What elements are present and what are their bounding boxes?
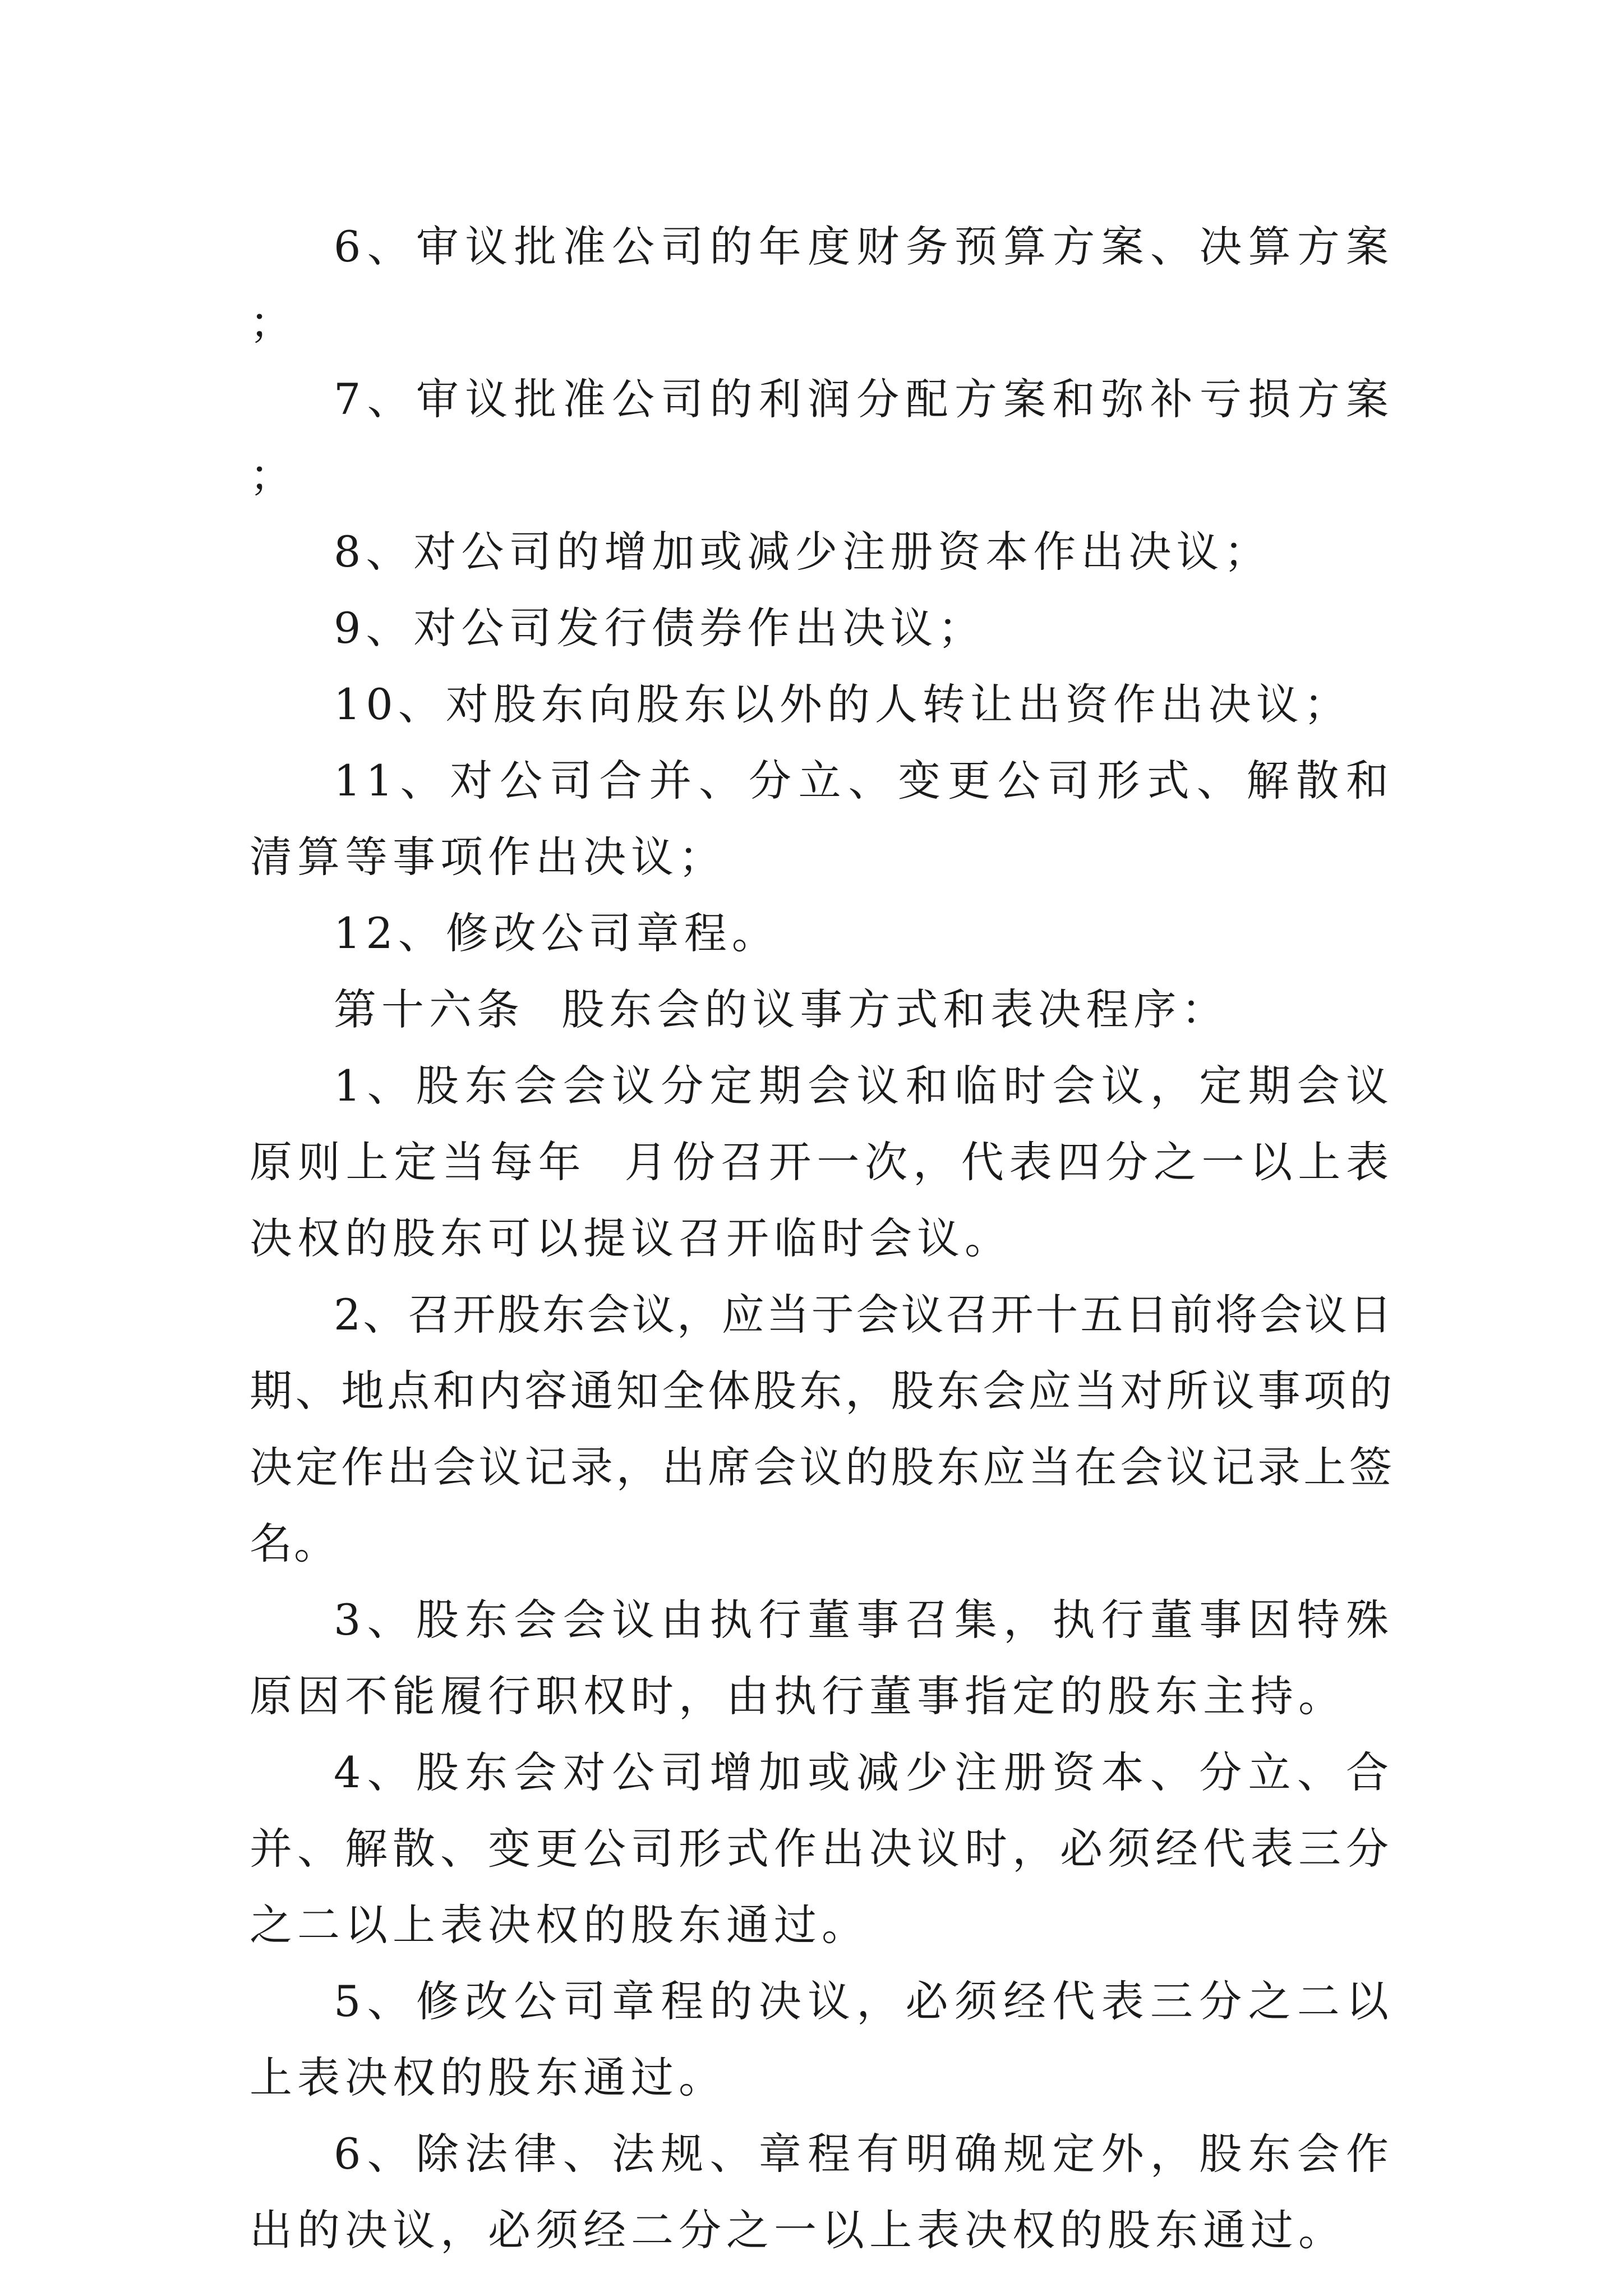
procedure-item-4-special-resolution: 4、股东会对公司增加或减少注册资本、分立、合并、解散、变更公司形式作出决议时，必须经代表三分之二以上表决权的股东通过。 (250, 1747, 1394, 1950)
clause-item-11-merger: 11、对公司合并、分立、变更公司形式、解散和清算等事项作出决议； (250, 756, 1394, 882)
procedure-item-3-convening: 3、股东会会议由执行董事召集，执行董事因特殊原因不能履行职权时，由执行董事指定的股东主持。 (250, 1595, 1394, 1721)
clause-item-8-capital: 8、对公司的增加或减少注册资本作出决议； (334, 527, 1272, 577)
article-16-heading: 第十六条 股东会的议事方式和表决程序： (334, 984, 1229, 1034)
procedure-item-2-notice: 2、召开股东会议，应当于会议召开十五日前将会议日期、地点和内容通知全体股东，股东会应当对所议事项的决定作出会议记录，出席会议的股东应当在会议记录上签名。 (250, 1290, 1394, 1568)
clause-item-10-transfer: 10、对股东向股东以外的人转让出资作出决议； (334, 679, 1352, 729)
clause-item-9-bonds: 9、对公司发行债券作出决议； (334, 603, 986, 653)
clause-item-6-budget: 6、审议批准公司的年度财务预算方案、决算方案； (250, 222, 1394, 348)
document-body (250, 209, 1394, 2269)
procedure-item-1-meetings: 1、股东会会议分定期会议和临时会议，定期会议原则上定当每年 月份召开一次，代表四分之一以上表决权的股东可以提议召开临时会议。 (250, 1061, 1394, 1263)
clause-item-12-articles: 12、修改公司章程。 (334, 908, 780, 958)
procedure-item-6-ordinary-resolution: 6、除法律、法规、章程有明确规定外，股东会作出的决议，必须经二分之一以上表决权的股东通过。 (250, 2129, 1394, 2255)
clause-item-7-profit: 7、审议批准公司的利润分配方案和弥补亏损方案； (250, 374, 1394, 500)
procedure-item-5-amendment: 5、修改公司章程的决议，必须经代表三分之二以上表决权的股东通过。 (250, 1976, 1394, 2102)
